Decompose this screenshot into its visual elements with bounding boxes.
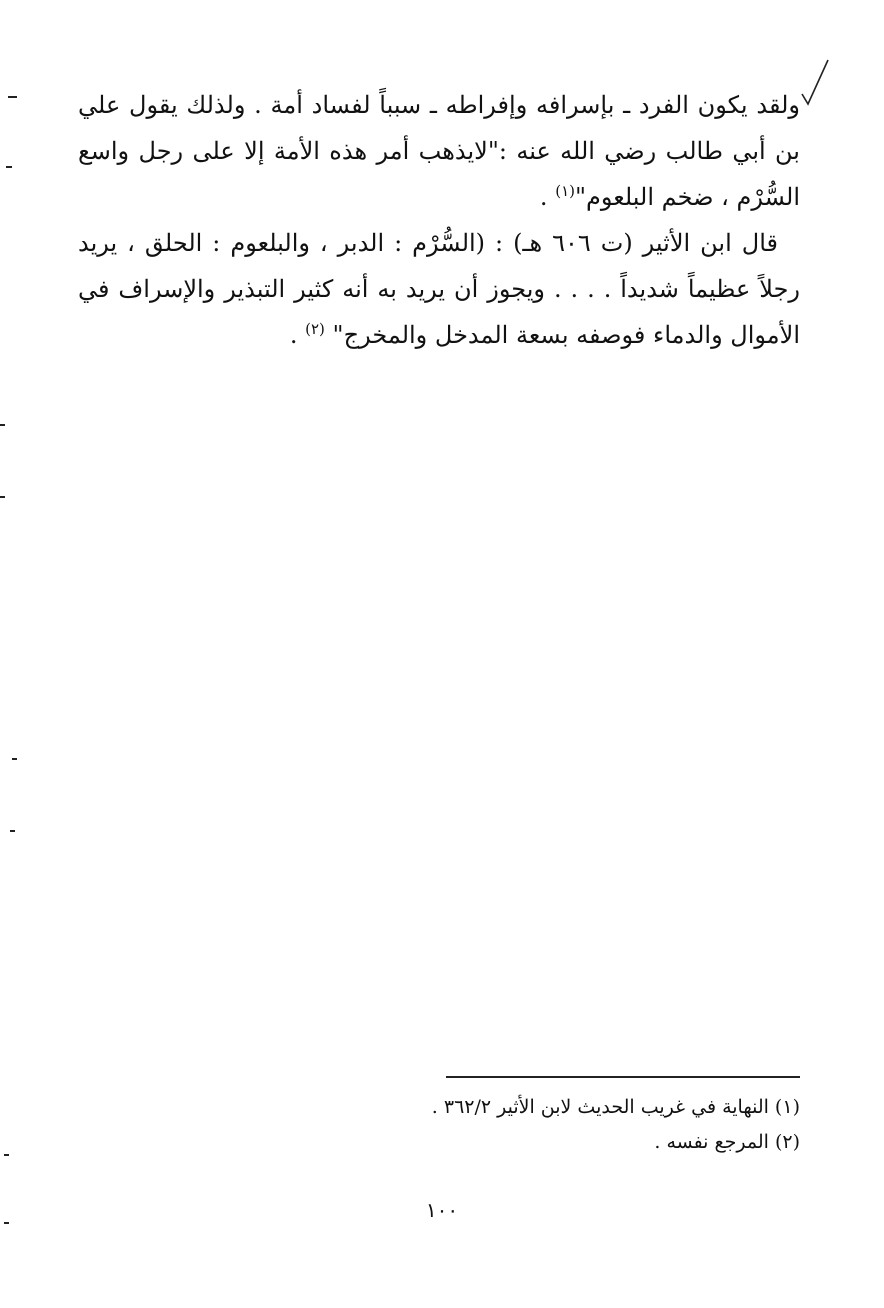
footnotes bbox=[300, 1090, 800, 1160]
paragraph-text: ولقد يكون الفرد ـ بإسرافه وإفراطه ـ سبباً لفساد أمة . ولذلك يقول علي بن أبي طالب رضي الله عنه :"لايذهب أمر هذه الأمة إلا على رجل واسع السُّرْم ، ضخم البلعوم" bbox=[78, 91, 800, 211]
check-mark-icon bbox=[800, 58, 830, 108]
paragraph-text: قال ابن الأثير (ت ٦٠٦ هـ) : (السُّرْم : الدبر ، والبلعوم : الحلق ، يريد رجلاً عظيماً شديداً . . . . ويجوز أن يريد به أنه كثير التبذير والإسراف في الأموال والدماء فوصفه بسعة المدخل والمخرج" bbox=[78, 229, 800, 349]
paragraph bbox=[78, 220, 800, 358]
footnote: (٢) المرجع نفسه . bbox=[654, 1131, 800, 1153]
margin-mark bbox=[10, 830, 15, 832]
margin-mark bbox=[8, 96, 17, 98]
page-number: ١٠٠ bbox=[425, 1198, 459, 1222]
margin-mark bbox=[4, 1222, 9, 1224]
footnote-reference: (١) bbox=[555, 182, 575, 200]
margin-mark bbox=[6, 166, 12, 168]
margin-mark bbox=[4, 1154, 9, 1156]
margin-mark bbox=[12, 758, 17, 760]
paragraph-end: . bbox=[539, 183, 548, 211]
main-text bbox=[78, 82, 800, 358]
footnote-reference: (٢) bbox=[305, 320, 325, 338]
paragraph bbox=[78, 82, 800, 220]
margin-mark bbox=[0, 496, 5, 498]
margin-mark bbox=[0, 424, 5, 426]
footnote-separator bbox=[446, 1076, 800, 1078]
paragraph-end: . bbox=[289, 321, 298, 349]
footnote: (١) النهاية في غريب الحديث لابن الأثير ٣٦٢/٢ . bbox=[431, 1096, 800, 1118]
